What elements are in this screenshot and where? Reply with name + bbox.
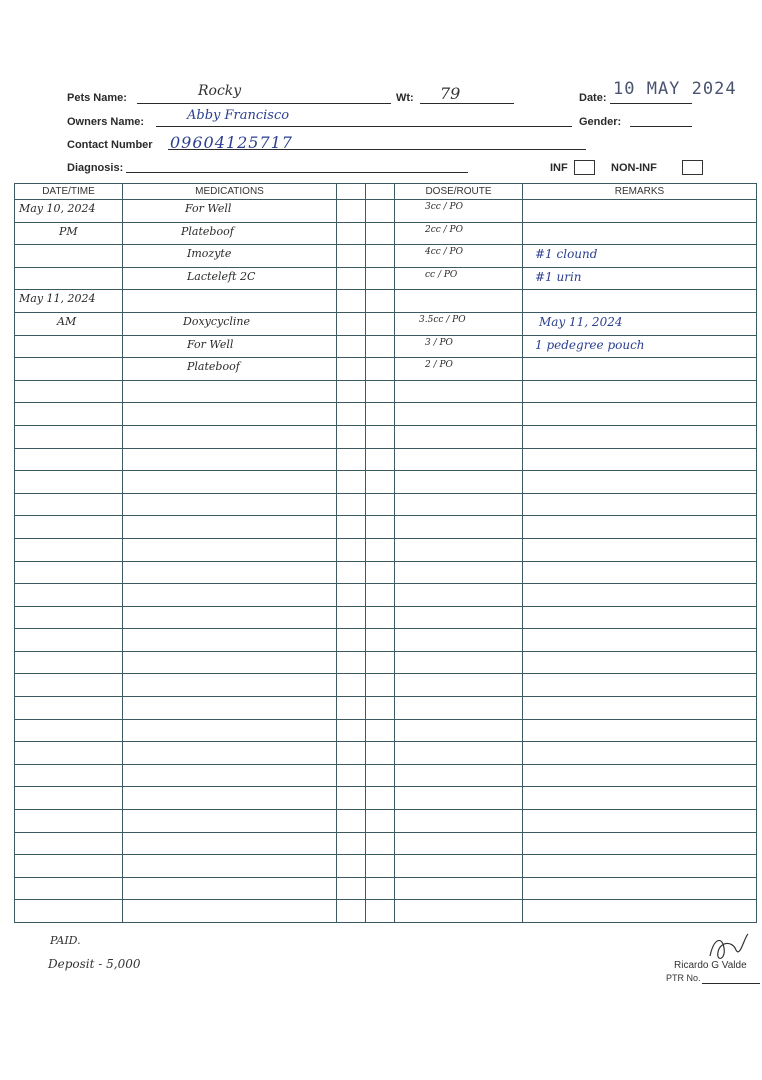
table-cell [523,697,757,720]
table-cell [523,448,757,471]
table-cell [337,877,366,900]
table-cell [395,877,523,900]
table-cell [123,651,337,674]
table-cell [123,425,337,448]
table-cell [123,561,337,584]
row-dose: 2 / PO [425,360,453,371]
row-remarks: #1 urin [535,269,582,284]
table-cell [15,448,123,471]
table-row [15,900,757,923]
table-cell [123,742,337,765]
table-cell [337,425,366,448]
table-cell [123,471,337,494]
pets-name-value: Rocky [198,83,242,99]
table-cell [337,538,366,561]
table-cell [366,561,395,584]
ptr-label: PTR No. [666,973,701,983]
table-cell [395,471,523,494]
table-cell [366,877,395,900]
wt-label: Wt: [396,92,414,104]
table-header-row [15,184,757,200]
table-cell [523,493,757,516]
table-cell [366,425,395,448]
table-cell [337,403,366,426]
table-cell [395,651,523,674]
table-cell [15,380,123,403]
table-cell [15,697,123,720]
table-cell [523,425,757,448]
table-cell [366,810,395,833]
table-cell [366,832,395,855]
table-cell [15,403,123,426]
table-row [15,516,757,539]
table-row [15,312,757,335]
table-cell [123,380,337,403]
table-cell [15,855,123,878]
pets-name-label: Pets Name: [67,92,127,104]
table-row [15,651,757,674]
table-cell [395,516,523,539]
table-cell [523,584,757,607]
row-medication: Doxycycline [183,314,251,328]
table-cell [523,855,757,878]
table-cell [523,764,757,787]
table-cell [395,629,523,652]
table-cell [366,697,395,720]
table-row [15,629,757,652]
table-cell [395,787,523,810]
wt-value: 79 [440,84,461,103]
date-stamp: 10 MAY 2024 [613,79,737,99]
table-row [15,787,757,810]
table-cell [337,606,366,629]
table-row [15,425,757,448]
table-cell [366,742,395,765]
diagnosis-line [126,172,468,173]
table-row [15,200,757,223]
table-row [15,697,757,720]
row-medication: Plateboof [187,360,240,374]
table-cell [523,561,757,584]
table-cell [366,629,395,652]
table-cell [395,403,523,426]
table-cell [337,516,366,539]
table-cell [123,493,337,516]
table-cell [337,855,366,878]
table-cell [523,403,757,426]
table-row [15,222,757,245]
table-cell [366,651,395,674]
table-row [15,855,757,878]
table-cell [123,448,337,471]
table-row [15,674,757,697]
table-cell [123,810,337,833]
row-dose: 3cc / PO [425,202,463,212]
table-row [15,380,757,403]
inf-checkbox[interactable] [574,160,595,175]
table-cell [123,629,337,652]
table-row [15,561,757,584]
table-cell [523,787,757,810]
inf-label: INF [550,162,568,174]
owners-name-value: Abby Francisco [187,108,290,123]
table-cell [123,832,337,855]
table-cell [395,380,523,403]
table-cell [337,448,366,471]
table-cell [123,900,337,923]
table-row [15,810,757,833]
table-cell [395,764,523,787]
table-cell [523,832,757,855]
table-row [15,493,757,516]
table-cell [395,810,523,833]
table-cell [15,493,123,516]
table-cell [366,516,395,539]
date-label: Date: [579,92,607,104]
table-cell [123,877,337,900]
header-blank-1 [337,184,366,200]
non-inf-label: NON-INF [611,162,657,174]
wt-line [420,103,514,104]
table-row [15,877,757,900]
table-cell [123,584,337,607]
table-row [15,471,757,494]
table-cell [366,380,395,403]
header-medications: MEDICATIONS [123,184,337,200]
table-cell [15,787,123,810]
non-inf-checkbox[interactable] [682,160,703,175]
table-cell [337,651,366,674]
table-row [15,358,757,381]
table-cell [15,719,123,742]
row-medication: Imozyte [187,247,232,261]
deposit-note: Deposit - 5,000 [48,957,141,971]
paid-note: PAID. [50,934,81,947]
table-cell [395,674,523,697]
row-remarks: 1 pedegree pouch [535,337,645,352]
table-cell [366,471,395,494]
table-row [15,290,757,313]
row-dose: 4cc / PO [425,247,463,258]
table-cell [123,538,337,561]
header-blank-2 [366,184,395,200]
table-cell [395,697,523,720]
table-cell [523,674,757,697]
row-date: PM [59,224,78,238]
table-row [15,448,757,471]
table-cell [366,674,395,697]
contact-number-label: Contact Number [67,139,153,151]
table-cell [395,832,523,855]
table-cell [337,900,366,923]
contact-number-value: 09604125717 [170,133,293,152]
row-date: AM [57,314,77,328]
table-cell [15,471,123,494]
table-cell [337,561,366,584]
table-row [15,245,757,268]
header-dose-route: DOSE/ROUTE [395,184,523,200]
table-cell [523,877,757,900]
table-cell [395,606,523,629]
table-cell [337,719,366,742]
table-cell [395,900,523,923]
row-medication: Plateboof [181,224,234,238]
table-cell [366,448,395,471]
table-cell [15,877,123,900]
table-cell [123,697,337,720]
row-dose: cc / PO [425,269,458,280]
table-row [15,267,757,290]
table-row [15,832,757,855]
table-cell [15,742,123,765]
table-cell [15,516,123,539]
table-cell [123,855,337,878]
table-row [15,606,757,629]
table-cell [395,719,523,742]
row-medication: Lacteleft 2C [187,269,256,283]
treatment-table [14,183,757,923]
table-cell [395,493,523,516]
table-cell [366,606,395,629]
table-cell [337,832,366,855]
table-cell [523,651,757,674]
table-cell [366,584,395,607]
table-cell [123,764,337,787]
header-remarks: REMARKS [523,184,757,200]
owners-name-line [156,126,572,127]
table-cell [523,538,757,561]
table-cell [15,606,123,629]
table-cell [337,810,366,833]
table-cell [395,561,523,584]
gender-label: Gender: [579,116,622,128]
table-cell [523,900,757,923]
table-cell [15,629,123,652]
table-cell [523,719,757,742]
table-cell [395,742,523,765]
table-row [15,719,757,742]
table-cell [15,561,123,584]
table-cell [337,471,366,494]
table-cell [366,403,395,426]
table-cell [15,651,123,674]
table-cell [337,380,366,403]
table-cell [15,674,123,697]
table-cell [395,538,523,561]
table-cell [523,471,757,494]
row-dose: 2cc / PO [425,224,463,235]
owners-name-label: Owners Name: [67,116,145,128]
row-date: May 11, 2024 [19,292,96,306]
table-cell [395,855,523,878]
signature-scribble [702,930,754,964]
ptr-line [702,983,760,984]
table-cell [123,674,337,697]
table-cell [15,764,123,787]
row-medication: For Well [187,337,234,351]
row-remarks: #1 clound [535,247,598,262]
table-row [15,742,757,765]
table-cell [366,719,395,742]
table-cell [366,493,395,516]
table-cell [366,787,395,810]
table-row [15,403,757,426]
table-cell [15,810,123,833]
table-cell [523,742,757,765]
diagnosis-label: Diagnosis: [67,162,124,174]
table-cell [15,584,123,607]
table-cell [523,606,757,629]
table-cell [366,855,395,878]
gender-line [630,126,692,127]
date-line [610,103,692,104]
table-cell [395,448,523,471]
header-date-time: DATE/TIME [15,184,123,200]
table-cell [123,403,337,426]
table-cell [15,425,123,448]
table-cell [523,516,757,539]
table-cell [337,764,366,787]
table-cell [366,900,395,923]
table-cell [366,764,395,787]
row-remarks: May 11, 2024 [539,314,623,329]
table-cell [123,719,337,742]
row-date: May 10, 2024 [19,202,96,215]
table-cell [123,787,337,810]
table-cell [15,832,123,855]
table-cell [395,584,523,607]
table-row [15,538,757,561]
table-cell [123,606,337,629]
table-cell [337,674,366,697]
table-cell [523,380,757,403]
table-cell [523,810,757,833]
table-cell [15,538,123,561]
table-row [15,764,757,787]
table-row [15,335,757,358]
table-cell [15,900,123,923]
table-cell [337,493,366,516]
row-medication: For Well [185,202,232,215]
table-cell [337,584,366,607]
doctor-name: Ricardo G Valde [674,960,747,971]
table-cell [337,629,366,652]
row-dose: 3 / PO [425,337,453,348]
table-row [15,584,757,607]
table-cell [123,516,337,539]
pets-name-line [137,103,391,104]
table-cell [523,629,757,652]
table-cell [395,425,523,448]
table-cell [337,787,366,810]
row-dose: 3.5cc / PO [419,314,466,325]
table-cell [337,697,366,720]
table-cell [337,742,366,765]
table-cell [366,538,395,561]
